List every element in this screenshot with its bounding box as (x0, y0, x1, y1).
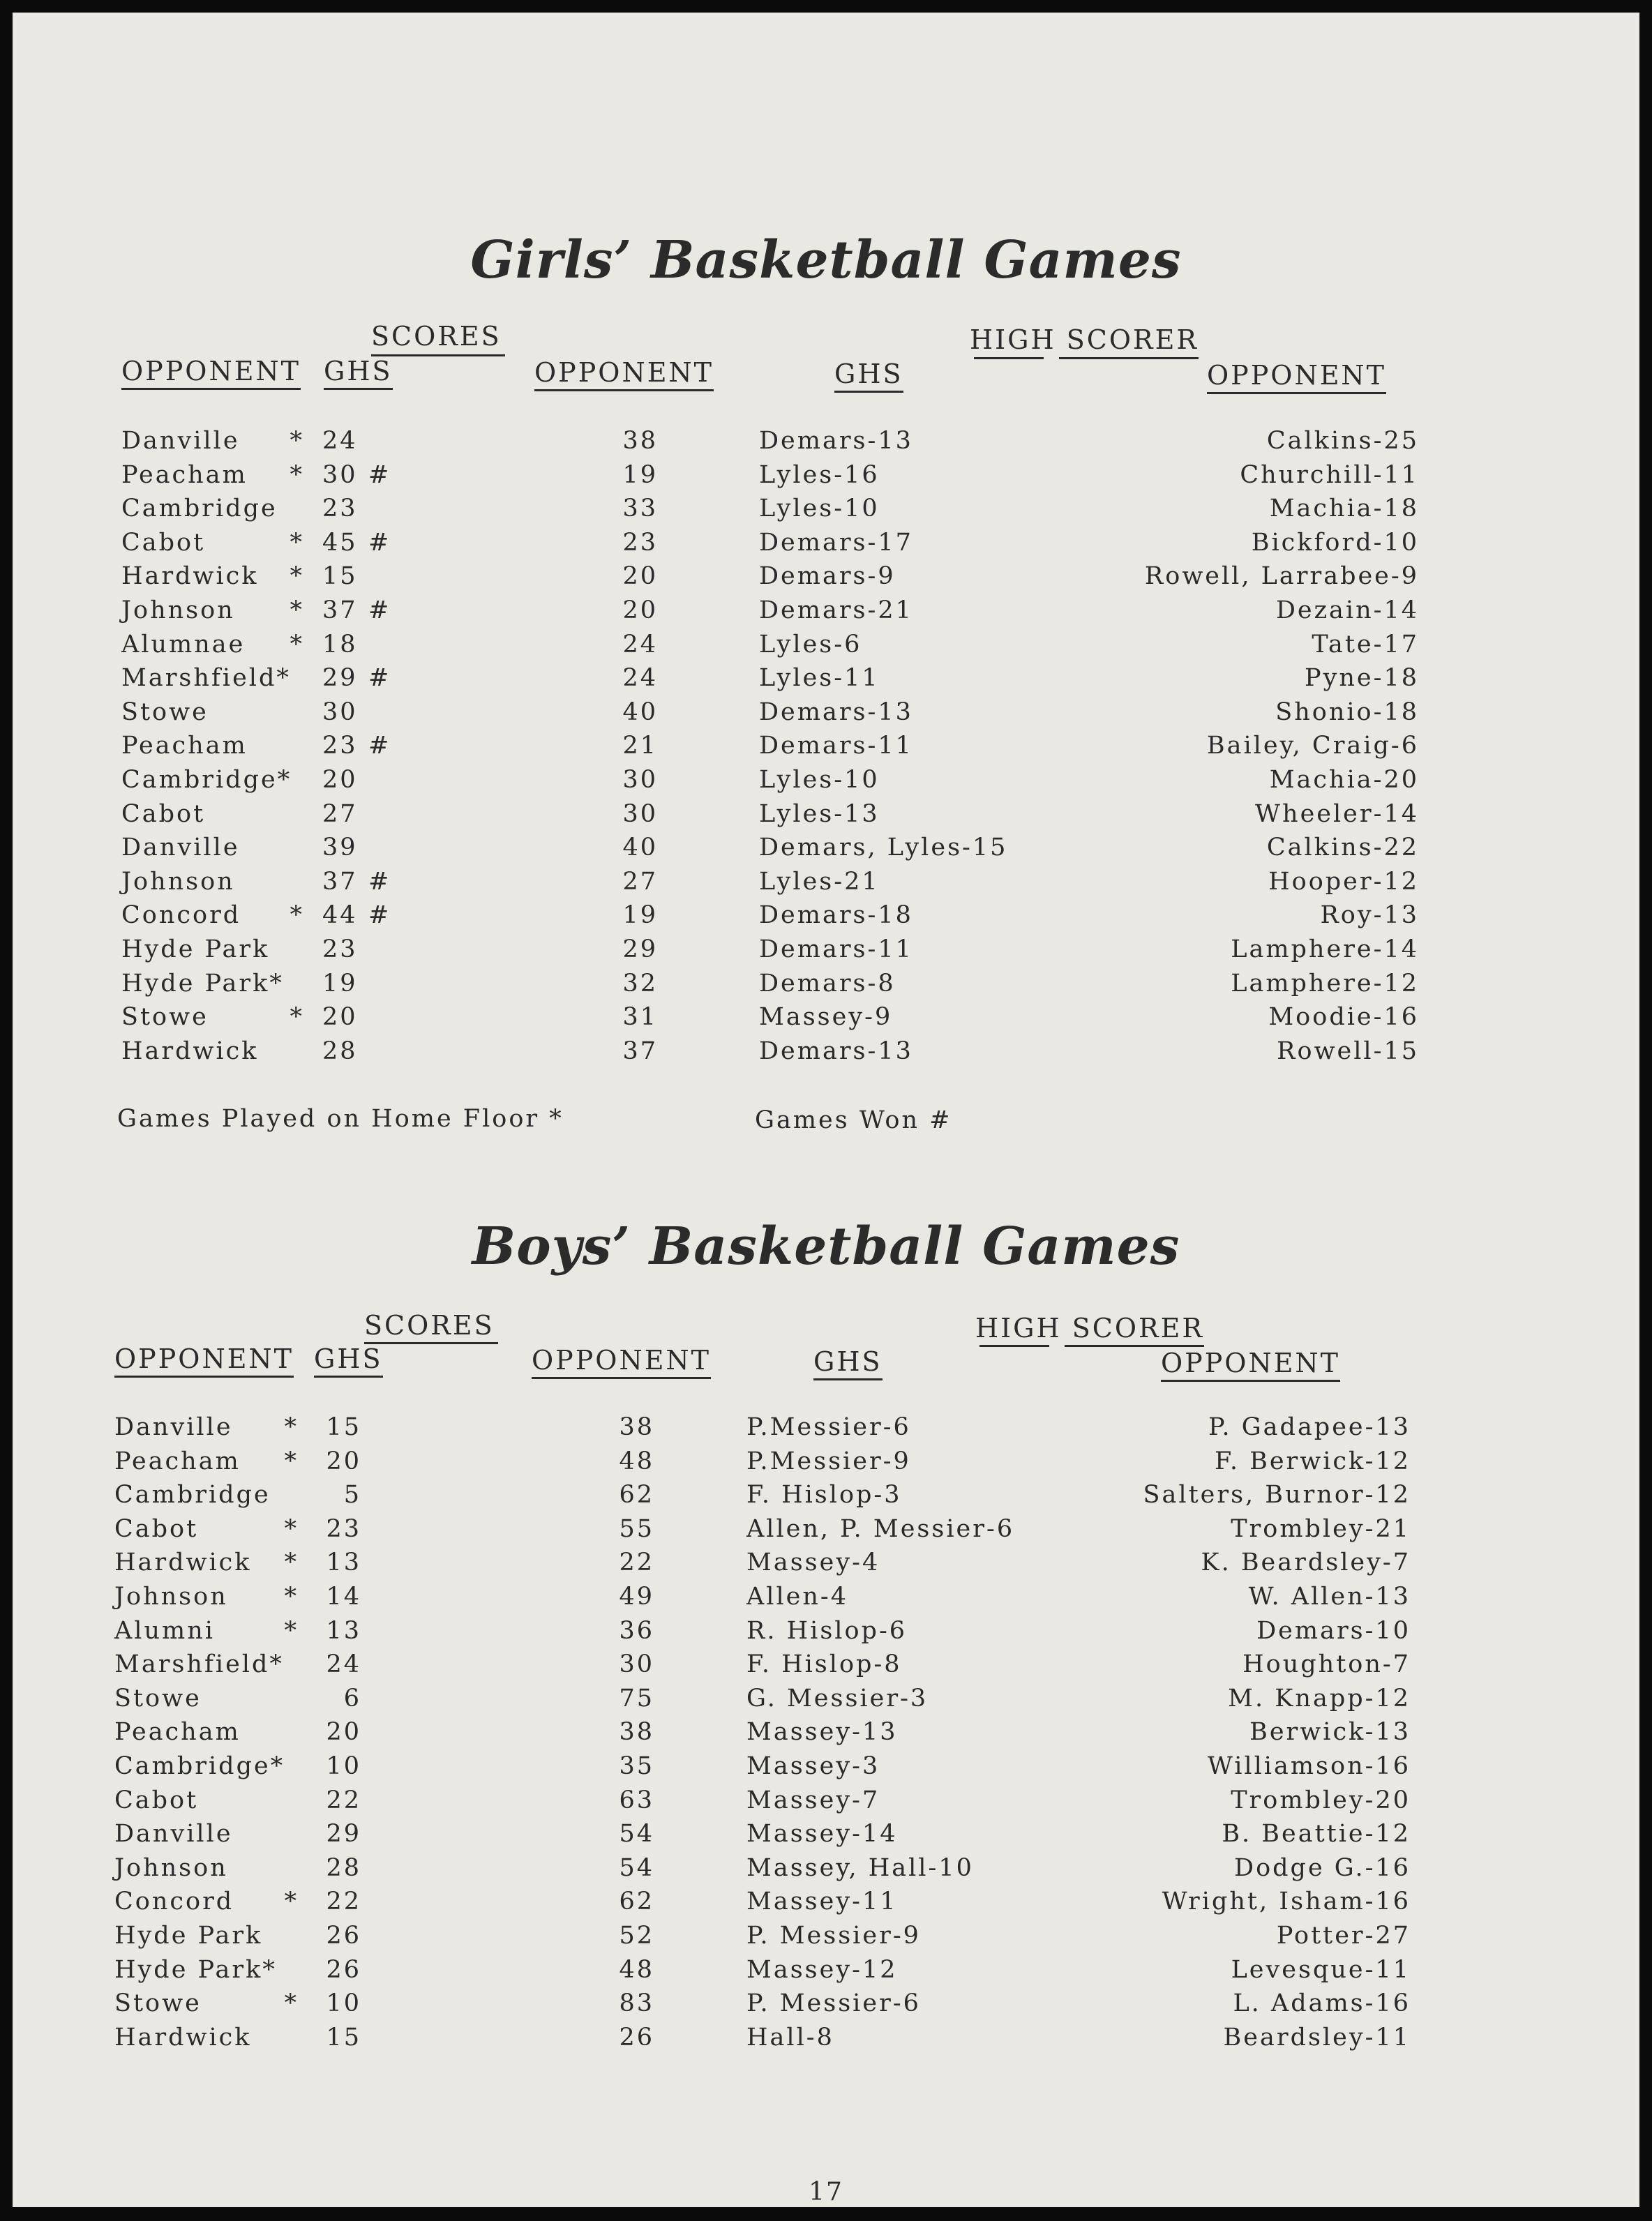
table-row (13, 1989, 1639, 2024)
ghs-score: 20 (322, 1003, 358, 1032)
opponent-high-scorer: Moodie-16 (1268, 1003, 1419, 1032)
ghs-score: 22 (326, 1786, 361, 1814)
ghs-high-scorer: Allen, P. Messier-6 (746, 1514, 1015, 1543)
opponent-name: Cabot (121, 799, 206, 828)
won-marker: # (368, 664, 391, 693)
opponent-score: 38 (622, 427, 658, 455)
opponent-high-scorer: Shonio-18 (1275, 698, 1419, 726)
yearbook-page (13, 13, 1639, 2207)
table-row (13, 868, 1639, 902)
home-marker: * (284, 1989, 299, 2018)
opponent-name: Cambridge (114, 1481, 271, 1509)
ghs-score: 28 (326, 1853, 361, 1882)
opponent-score: 38 (619, 1413, 654, 1441)
table-row (13, 1922, 1639, 1956)
opponent-high-scorer: Trombley-21 (1231, 1514, 1411, 1543)
opponent-score: 48 (619, 1955, 654, 1984)
opponent-score: 21 (622, 732, 658, 760)
home-marker: * (290, 562, 304, 591)
page-number: 17 (809, 2178, 843, 2206)
ghs-high-scorer: R. Hislop-6 (746, 1616, 908, 1645)
opponent-high-scorer: Churchill-11 (1240, 460, 1419, 489)
opponent-score: 54 (619, 1820, 654, 1849)
ghs-high-scorer: Demars-21 (759, 596, 913, 624)
ghs-high-scorer: Lyles-10 (759, 765, 880, 794)
ghs-high-scorer: P. Messier-6 (746, 1989, 921, 2018)
ghs-score: 5 (343, 1481, 361, 1509)
ghs-score: 19 (322, 969, 358, 997)
ghs-score: 24 (322, 427, 358, 455)
opponent-high-scorer: Bickford-10 (1251, 528, 1419, 557)
ghs-score: 10 (326, 1989, 361, 2018)
girls-col-opponent (121, 356, 301, 386)
table-row (13, 2024, 1639, 2058)
girls-high-rule (974, 357, 1044, 359)
opponent-score: 26 (619, 2023, 654, 2051)
ghs-score: 18 (322, 630, 358, 658)
home-marker: * (284, 1582, 299, 1611)
opponent-score: 62 (619, 1888, 654, 1916)
legend-games-won: Games Won # (755, 1106, 952, 1134)
table-row (13, 427, 1639, 461)
ghs-high-scorer: Hall-8 (746, 2023, 834, 2051)
table-row (13, 1718, 1639, 1752)
home-marker: * (290, 596, 304, 624)
girls-col-high-opponent-label: OPPONENT (1207, 360, 1386, 394)
table-row (13, 1820, 1639, 1854)
opponent-name: Hyde Park (121, 935, 270, 963)
ghs-high-scorer: Massey-3 (746, 1752, 880, 1780)
opponent-score: 19 (622, 901, 658, 930)
opponent-high-scorer: Lamphere-12 (1231, 969, 1419, 997)
boys-scorer-rule (1065, 1345, 1204, 1347)
opponent-high-scorer: K. Beardsley-7 (1201, 1549, 1411, 1577)
girls-col-ghs (324, 356, 393, 386)
ghs-high-scorer: Demars-8 (759, 969, 896, 997)
opponent-name: Danville (121, 427, 240, 455)
girls-col-ghs-label: GHS (324, 356, 393, 390)
opponent-name: Marshfield* (121, 664, 291, 693)
opponent-score: 63 (619, 1786, 654, 1814)
ghs-score: 37 (322, 867, 358, 896)
table-row (13, 1037, 1639, 1071)
opponent-name: Cabot (121, 528, 206, 557)
home-marker: * (284, 1888, 299, 1916)
ghs-high-scorer: Allen-4 (746, 1582, 849, 1611)
opponent-name: Cambridge* (114, 1752, 285, 1780)
opponent-high-scorer: Williamson-16 (1207, 1752, 1411, 1780)
legend-home-floor: Games Played on Home Floor * (117, 1105, 564, 1133)
opponent-high-scorer: L. Adams-16 (1233, 1989, 1411, 2018)
boys-col-ghs (314, 1343, 383, 1374)
opponent-high-scorer: Demars-10 (1256, 1616, 1411, 1645)
won-marker: # (368, 732, 391, 760)
opponent-name: Johnson (121, 596, 235, 624)
opponent-score: 35 (619, 1752, 654, 1780)
opponent-name: Stowe (114, 1684, 202, 1712)
ghs-high-scorer: Massey-11 (746, 1888, 898, 1916)
ghs-high-scorer: F. Hislop-3 (746, 1481, 902, 1509)
ghs-high-scorer: P. Messier-9 (746, 1921, 921, 1950)
ghs-score: 20 (326, 1718, 361, 1747)
boys-section-title: Boys’ Basketball Games (472, 1217, 1180, 1277)
table-row (13, 732, 1639, 766)
opponent-high-scorer: F. Berwick-12 (1215, 1447, 1411, 1475)
ghs-score: 24 (326, 1650, 361, 1679)
ghs-score: 15 (322, 562, 358, 591)
ghs-high-scorer: Demars-13 (759, 1037, 913, 1065)
girls-col-high-ghs (834, 359, 903, 389)
ghs-score: 10 (326, 1752, 361, 1780)
ghs-high-scorer: Demars-9 (759, 562, 896, 591)
opponent-high-scorer: Houghton-7 (1242, 1650, 1411, 1679)
opponent-high-scorer: P. Gadapee-13 (1208, 1413, 1411, 1441)
ghs-score: 30 (322, 460, 358, 489)
opponent-score: 37 (622, 1037, 658, 1065)
opponent-name: Peacham (121, 732, 248, 760)
table-row (13, 800, 1639, 834)
girls-section-title: Girls’ Basketball Games (470, 230, 1182, 290)
ghs-score: 29 (322, 664, 358, 693)
table-row (13, 1583, 1639, 1617)
opponent-high-scorer: Tate-17 (1312, 630, 1419, 658)
ghs-high-scorer: Lyles-11 (759, 664, 880, 693)
ghs-high-scorer: Demars-17 (759, 528, 913, 557)
won-marker: # (368, 460, 391, 489)
opponent-high-scorer: Lamphere-14 (1231, 935, 1419, 963)
opponent-name: Stowe (114, 1989, 202, 2018)
won-marker: # (368, 528, 391, 557)
table-row (13, 834, 1639, 868)
home-marker: * (290, 460, 304, 489)
home-marker: * (284, 1549, 299, 1577)
home-marker: * (284, 1447, 299, 1475)
opponent-name: Concord (121, 901, 241, 930)
opponent-high-scorer: Pyne-18 (1305, 664, 1419, 693)
opponent-name: Hyde Park* (121, 969, 284, 997)
opponent-high-scorer: Calkins-22 (1266, 834, 1419, 862)
opponent-name: Johnson (114, 1582, 228, 1611)
opponent-high-scorer: Dezain-14 (1275, 596, 1419, 624)
table-row (13, 1786, 1639, 1821)
opponent-name: Cabot (114, 1786, 199, 1814)
ghs-high-scorer: Demars-11 (759, 732, 913, 760)
ghs-high-scorer: Massey-9 (759, 1003, 893, 1032)
opponent-high-scorer: Rowell-15 (1277, 1037, 1419, 1065)
girls-col-high-opponent (1207, 360, 1386, 391)
ghs-score: 23 (322, 495, 358, 523)
table-row (13, 1003, 1639, 1037)
opponent-name: Johnson (114, 1853, 228, 1882)
opponent-name: Peacham (114, 1718, 241, 1747)
ghs-high-scorer: Demars-13 (759, 698, 913, 726)
ghs-high-scorer: Demars, Lyles-15 (759, 834, 1008, 862)
girls-scorer-rule (1059, 357, 1199, 359)
opponent-score: 55 (619, 1514, 654, 1543)
girls-col-high-ghs-label: GHS (834, 359, 903, 393)
opponent-high-scorer: Machia-18 (1269, 495, 1419, 523)
opponent-high-scorer: Dodge G.-16 (1234, 1853, 1411, 1882)
ghs-score: 44 (322, 901, 358, 930)
opponent-name: Marshfield* (114, 1650, 284, 1679)
opponent-high-scorer: Wheeler-14 (1255, 799, 1419, 828)
table-row (13, 1413, 1639, 1447)
home-marker: * (284, 1616, 299, 1645)
ghs-high-scorer: Massey-14 (746, 1820, 898, 1849)
ghs-score: 29 (326, 1820, 361, 1849)
boys-col-opponent (114, 1343, 294, 1374)
ghs-score: 30 (322, 698, 358, 726)
ghs-high-scorer: Lyles-6 (759, 630, 862, 658)
boys-col-opponent-label: OPPONENT (114, 1343, 294, 1378)
opponent-name: Johnson (121, 867, 235, 896)
opponent-name: Stowe (121, 698, 209, 726)
girls-col-opponent-score-label: OPPONENT (534, 357, 714, 391)
opponent-score: 22 (619, 1549, 654, 1577)
opponent-score: 83 (619, 1989, 654, 2018)
opponent-high-scorer: Bailey, Craig-6 (1206, 732, 1419, 760)
ghs-high-scorer: Demars-11 (759, 935, 913, 963)
home-marker: * (290, 1003, 304, 1032)
ghs-score: 14 (326, 1582, 361, 1611)
ghs-score: 28 (322, 1037, 358, 1065)
boys-high-scorer-header: HIGH SCORER (975, 1313, 1204, 1343)
ghs-high-scorer: F. Hislop-8 (746, 1650, 902, 1679)
opponent-name: Hyde Park (114, 1921, 263, 1950)
home-marker: * (290, 901, 304, 930)
ghs-high-scorer: Massey-13 (746, 1718, 898, 1747)
opponent-high-scorer: Trombley-20 (1231, 1786, 1411, 1814)
opponent-high-scorer: Machia-20 (1269, 765, 1419, 794)
opponent-high-scorer: Wright, Isham-16 (1162, 1888, 1411, 1916)
opponent-name: Danville (114, 1413, 233, 1441)
ghs-high-scorer: Lyles-10 (759, 495, 880, 523)
opponent-score: 40 (622, 698, 658, 726)
opponent-score: 52 (619, 1921, 654, 1950)
ghs-score: 20 (322, 765, 358, 794)
opponent-score: 48 (619, 1447, 654, 1475)
opponent-name: Stowe (121, 1003, 209, 1032)
opponent-high-scorer: Berwick-13 (1249, 1718, 1411, 1747)
won-marker: # (368, 596, 391, 624)
opponent-high-scorer: M. Knapp-12 (1228, 1684, 1411, 1712)
ghs-score: 22 (326, 1888, 361, 1916)
opponent-name: Hyde Park* (114, 1955, 277, 1984)
table-row (13, 461, 1639, 495)
opponent-score: 29 (622, 935, 658, 963)
won-marker: # (368, 901, 391, 930)
girls-high-scorer-header: HIGH SCORER (970, 324, 1199, 355)
table-row (13, 1650, 1639, 1685)
boys-col-high-ghs-label: GHS (813, 1346, 883, 1380)
ghs-high-scorer: Massey-12 (746, 1955, 898, 1984)
opponent-high-scorer: Beardsley-11 (1223, 2023, 1411, 2051)
table-row (13, 901, 1639, 935)
table-row (13, 970, 1639, 1004)
opponent-score: 36 (619, 1616, 654, 1645)
opponent-name: Danville (121, 834, 240, 862)
table-row (13, 1956, 1639, 1990)
boys-scores-rule (364, 1342, 498, 1344)
home-marker: * (290, 427, 304, 455)
table-row (13, 596, 1639, 631)
opponent-name: Hardwick (114, 2023, 252, 2051)
opponent-score: 24 (622, 664, 658, 693)
opponent-name: Alumnae (121, 630, 246, 658)
opponent-name: Cabot (114, 1514, 199, 1543)
ghs-score: 26 (326, 1921, 361, 1950)
opponent-high-scorer: Rowell, Larrabee-9 (1144, 562, 1419, 591)
girls-col-opponent-score (534, 357, 714, 388)
opponent-high-scorer: Roy-13 (1320, 901, 1419, 930)
table-row (13, 1888, 1639, 1922)
boys-high-rule (979, 1345, 1049, 1347)
table-row (13, 631, 1639, 665)
opponent-high-scorer: Levesque-11 (1231, 1955, 1411, 1984)
ghs-score: 39 (322, 834, 358, 862)
girls-scores-header: SCORES (371, 321, 502, 352)
opponent-score: 49 (619, 1582, 654, 1611)
opponent-score: 33 (622, 495, 658, 523)
table-row (13, 1854, 1639, 1888)
home-marker: * (290, 528, 304, 557)
ghs-high-scorer: Massey, Hall-10 (746, 1853, 974, 1882)
opponent-score: 23 (622, 528, 658, 557)
opponent-score: 20 (622, 596, 658, 624)
table-row (13, 1481, 1639, 1515)
opponent-name: Concord (114, 1888, 234, 1916)
opponent-name: Hardwick (121, 562, 259, 591)
table-row (13, 1515, 1639, 1549)
girls-col-opponent-label: OPPONENT (121, 356, 301, 390)
ghs-score: 13 (326, 1616, 361, 1645)
boys-col-opponent-score (532, 1345, 711, 1376)
ghs-score: 37 (322, 596, 358, 624)
ghs-score: 23 (322, 935, 358, 963)
opponent-score: 38 (619, 1718, 654, 1747)
opponent-high-scorer: Salters, Burnor-12 (1143, 1481, 1411, 1509)
boys-games-table (13, 1413, 1639, 2057)
opponent-score: 19 (622, 460, 658, 489)
boys-col-high-ghs (813, 1346, 883, 1377)
table-row (13, 1447, 1639, 1482)
opponent-high-scorer: Potter-27 (1276, 1921, 1411, 1950)
table-row (13, 1752, 1639, 1786)
ghs-high-scorer: P.Messier-6 (746, 1413, 911, 1441)
boys-col-opponent-score-label: OPPONENT (532, 1345, 711, 1379)
ghs-high-scorer: Massey-4 (746, 1549, 880, 1577)
opponent-name: Peacham (114, 1447, 241, 1475)
table-row (13, 495, 1639, 529)
opponent-score: 31 (622, 1003, 658, 1032)
ghs-score: 13 (326, 1549, 361, 1577)
girls-games-table (13, 427, 1639, 1071)
opponent-name: Peacham (121, 460, 248, 489)
opponent-high-scorer: Hooper-12 (1268, 867, 1419, 896)
opponent-high-scorer: B. Beattie-12 (1222, 1820, 1411, 1849)
opponent-score: 20 (622, 562, 658, 591)
ghs-score: 6 (343, 1684, 361, 1712)
home-marker: * (290, 630, 304, 658)
ghs-score: 15 (326, 2023, 361, 2051)
ghs-high-scorer: P.Messier-9 (746, 1447, 911, 1475)
boys-col-high-opponent (1161, 1348, 1340, 1378)
table-row (13, 1617, 1639, 1651)
opponent-name: Cambridge* (121, 765, 292, 794)
boys-col-high-opponent-label: OPPONENT (1161, 1348, 1340, 1382)
opponent-score: 62 (619, 1481, 654, 1509)
table-row (13, 935, 1639, 970)
table-row (13, 1549, 1639, 1583)
ghs-high-scorer: Lyles-13 (759, 799, 880, 828)
ghs-score: 20 (326, 1447, 361, 1475)
ghs-score: 45 (322, 528, 358, 557)
opponent-score: 40 (622, 834, 658, 862)
opponent-score: 30 (619, 1650, 654, 1679)
ghs-high-scorer: Lyles-16 (759, 460, 880, 489)
table-row (13, 529, 1639, 563)
table-row (13, 766, 1639, 800)
ghs-high-scorer: Demars-13 (759, 427, 913, 455)
ghs-score: 23 (326, 1514, 361, 1543)
boys-scores-header: SCORES (364, 1310, 495, 1341)
opponent-score: 30 (622, 765, 658, 794)
ghs-score: 26 (326, 1955, 361, 1984)
opponent-high-scorer: Calkins-25 (1266, 427, 1419, 455)
ghs-score: 15 (326, 1413, 361, 1441)
ghs-high-scorer: Demars-18 (759, 901, 913, 930)
table-row (13, 664, 1639, 698)
opponent-score: 24 (622, 630, 658, 658)
boys-col-ghs-label: GHS (314, 1343, 383, 1378)
ghs-score: 27 (322, 799, 358, 828)
won-marker: # (368, 867, 391, 896)
ghs-high-scorer: Massey-7 (746, 1786, 880, 1814)
home-marker: * (284, 1413, 299, 1441)
table-row (13, 1685, 1639, 1719)
opponent-name: Alumni (114, 1616, 215, 1645)
ghs-score: 23 (322, 732, 358, 760)
table-row (13, 562, 1639, 596)
opponent-name: Cambridge (121, 495, 278, 523)
opponent-high-scorer: W. Allen-13 (1248, 1582, 1411, 1611)
opponent-score: 27 (622, 867, 658, 896)
opponent-name: Hardwick (121, 1037, 259, 1065)
ghs-high-scorer: Lyles-21 (759, 867, 880, 896)
ghs-high-scorer: G. Messier-3 (746, 1684, 929, 1712)
opponent-name: Danville (114, 1820, 233, 1849)
opponent-score: 32 (622, 969, 658, 997)
opponent-score: 54 (619, 1853, 654, 1882)
opponent-name: Hardwick (114, 1549, 252, 1577)
table-row (13, 698, 1639, 732)
home-marker: * (284, 1514, 299, 1543)
opponent-score: 30 (622, 799, 658, 828)
opponent-score: 75 (619, 1684, 654, 1712)
